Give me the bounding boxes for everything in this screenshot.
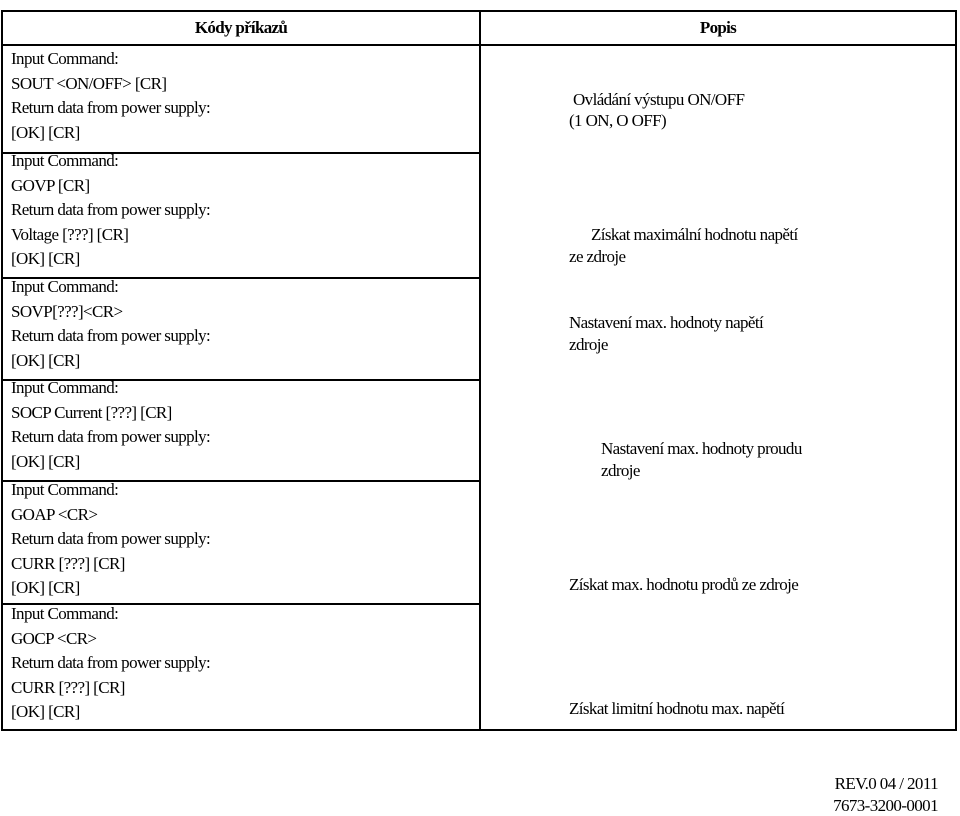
table-row [11, 602, 471, 725]
cmd-line: [OK] [CR] [11, 702, 80, 721]
description-text: Ovládání výstupu ON/OFF [573, 90, 745, 109]
cmd-line: GOVP [CR] [11, 175, 90, 195]
cmd-line: GOAP <CR> [11, 504, 98, 524]
cmd-line: Return data from power supply: [11, 98, 211, 117]
description-text: ze zdroje [569, 247, 626, 266]
description-text: Získat max. hodnotu prodů ze zdroje [569, 575, 799, 594]
description-text: zdroje [601, 461, 640, 480]
cmd-line: Input Command: [11, 604, 119, 623]
cmd-line: [OK] [CR] [11, 122, 80, 142]
cmd-line: CURR [???] [CR] [11, 677, 125, 697]
description-text: (1 ON, O OFF) [569, 111, 667, 130]
table-row [11, 275, 471, 373]
cmd-line: SOCP Current [???] [CR] [11, 402, 172, 422]
cmd-line: [OK] [CR] [11, 350, 80, 370]
description-text: Získat maximální hodnotu napětí [591, 225, 798, 244]
revision-label: REV.0 04 / 2011 [834, 774, 938, 793]
description-text: zdroje [569, 335, 608, 354]
cmd-line: Voltage [???] [CR] [11, 224, 129, 244]
cmd-line: Return data from power supply: [11, 529, 211, 548]
table-row [11, 149, 471, 272]
table-row [11, 478, 471, 601]
cmd-line: SOVP[???]<CR> [11, 301, 123, 321]
cmd-line: CURR [???] [CR] [11, 553, 125, 573]
document-number: 7673-3200-0001 [833, 796, 938, 815]
cmd-line: GOCP <CR> [11, 628, 97, 648]
cmd-line: Return data from power supply: [11, 326, 211, 345]
cmd-line: Input Command: [11, 277, 119, 296]
description-text: Získat limitní hodnotu max. napětí [569, 699, 785, 718]
description-text: Nastavení max. hodnoty napětí [569, 313, 764, 332]
command-table [1, 10, 957, 731]
cmd-line: Input Command: [11, 378, 119, 397]
header-divider [3, 44, 955, 46]
column-divider [479, 12, 481, 729]
header-commands: Kódy příkazů [194, 18, 288, 37]
cmd-line: SOUT <ON/OFF> [CR] [11, 73, 167, 93]
header-description: Popis [699, 18, 737, 37]
cmd-line: Input Command: [11, 480, 119, 499]
cmd-line: Return data from power supply: [11, 427, 211, 446]
table-row [11, 376, 471, 474]
table-row [11, 47, 471, 145]
cmd-line: Input Command: [11, 49, 119, 68]
cmd-line: Return data from power supply: [11, 653, 211, 672]
cmd-line: [OK] [CR] [11, 451, 80, 471]
table-header [3, 12, 955, 44]
cmd-line: [OK] [CR] [11, 249, 80, 268]
cmd-line: Input Command: [11, 151, 119, 170]
description-text: Nastavení max. hodnoty proudu [601, 439, 802, 458]
cmd-line: [OK] [CR] [11, 578, 80, 597]
cmd-line: Return data from power supply: [11, 200, 211, 219]
